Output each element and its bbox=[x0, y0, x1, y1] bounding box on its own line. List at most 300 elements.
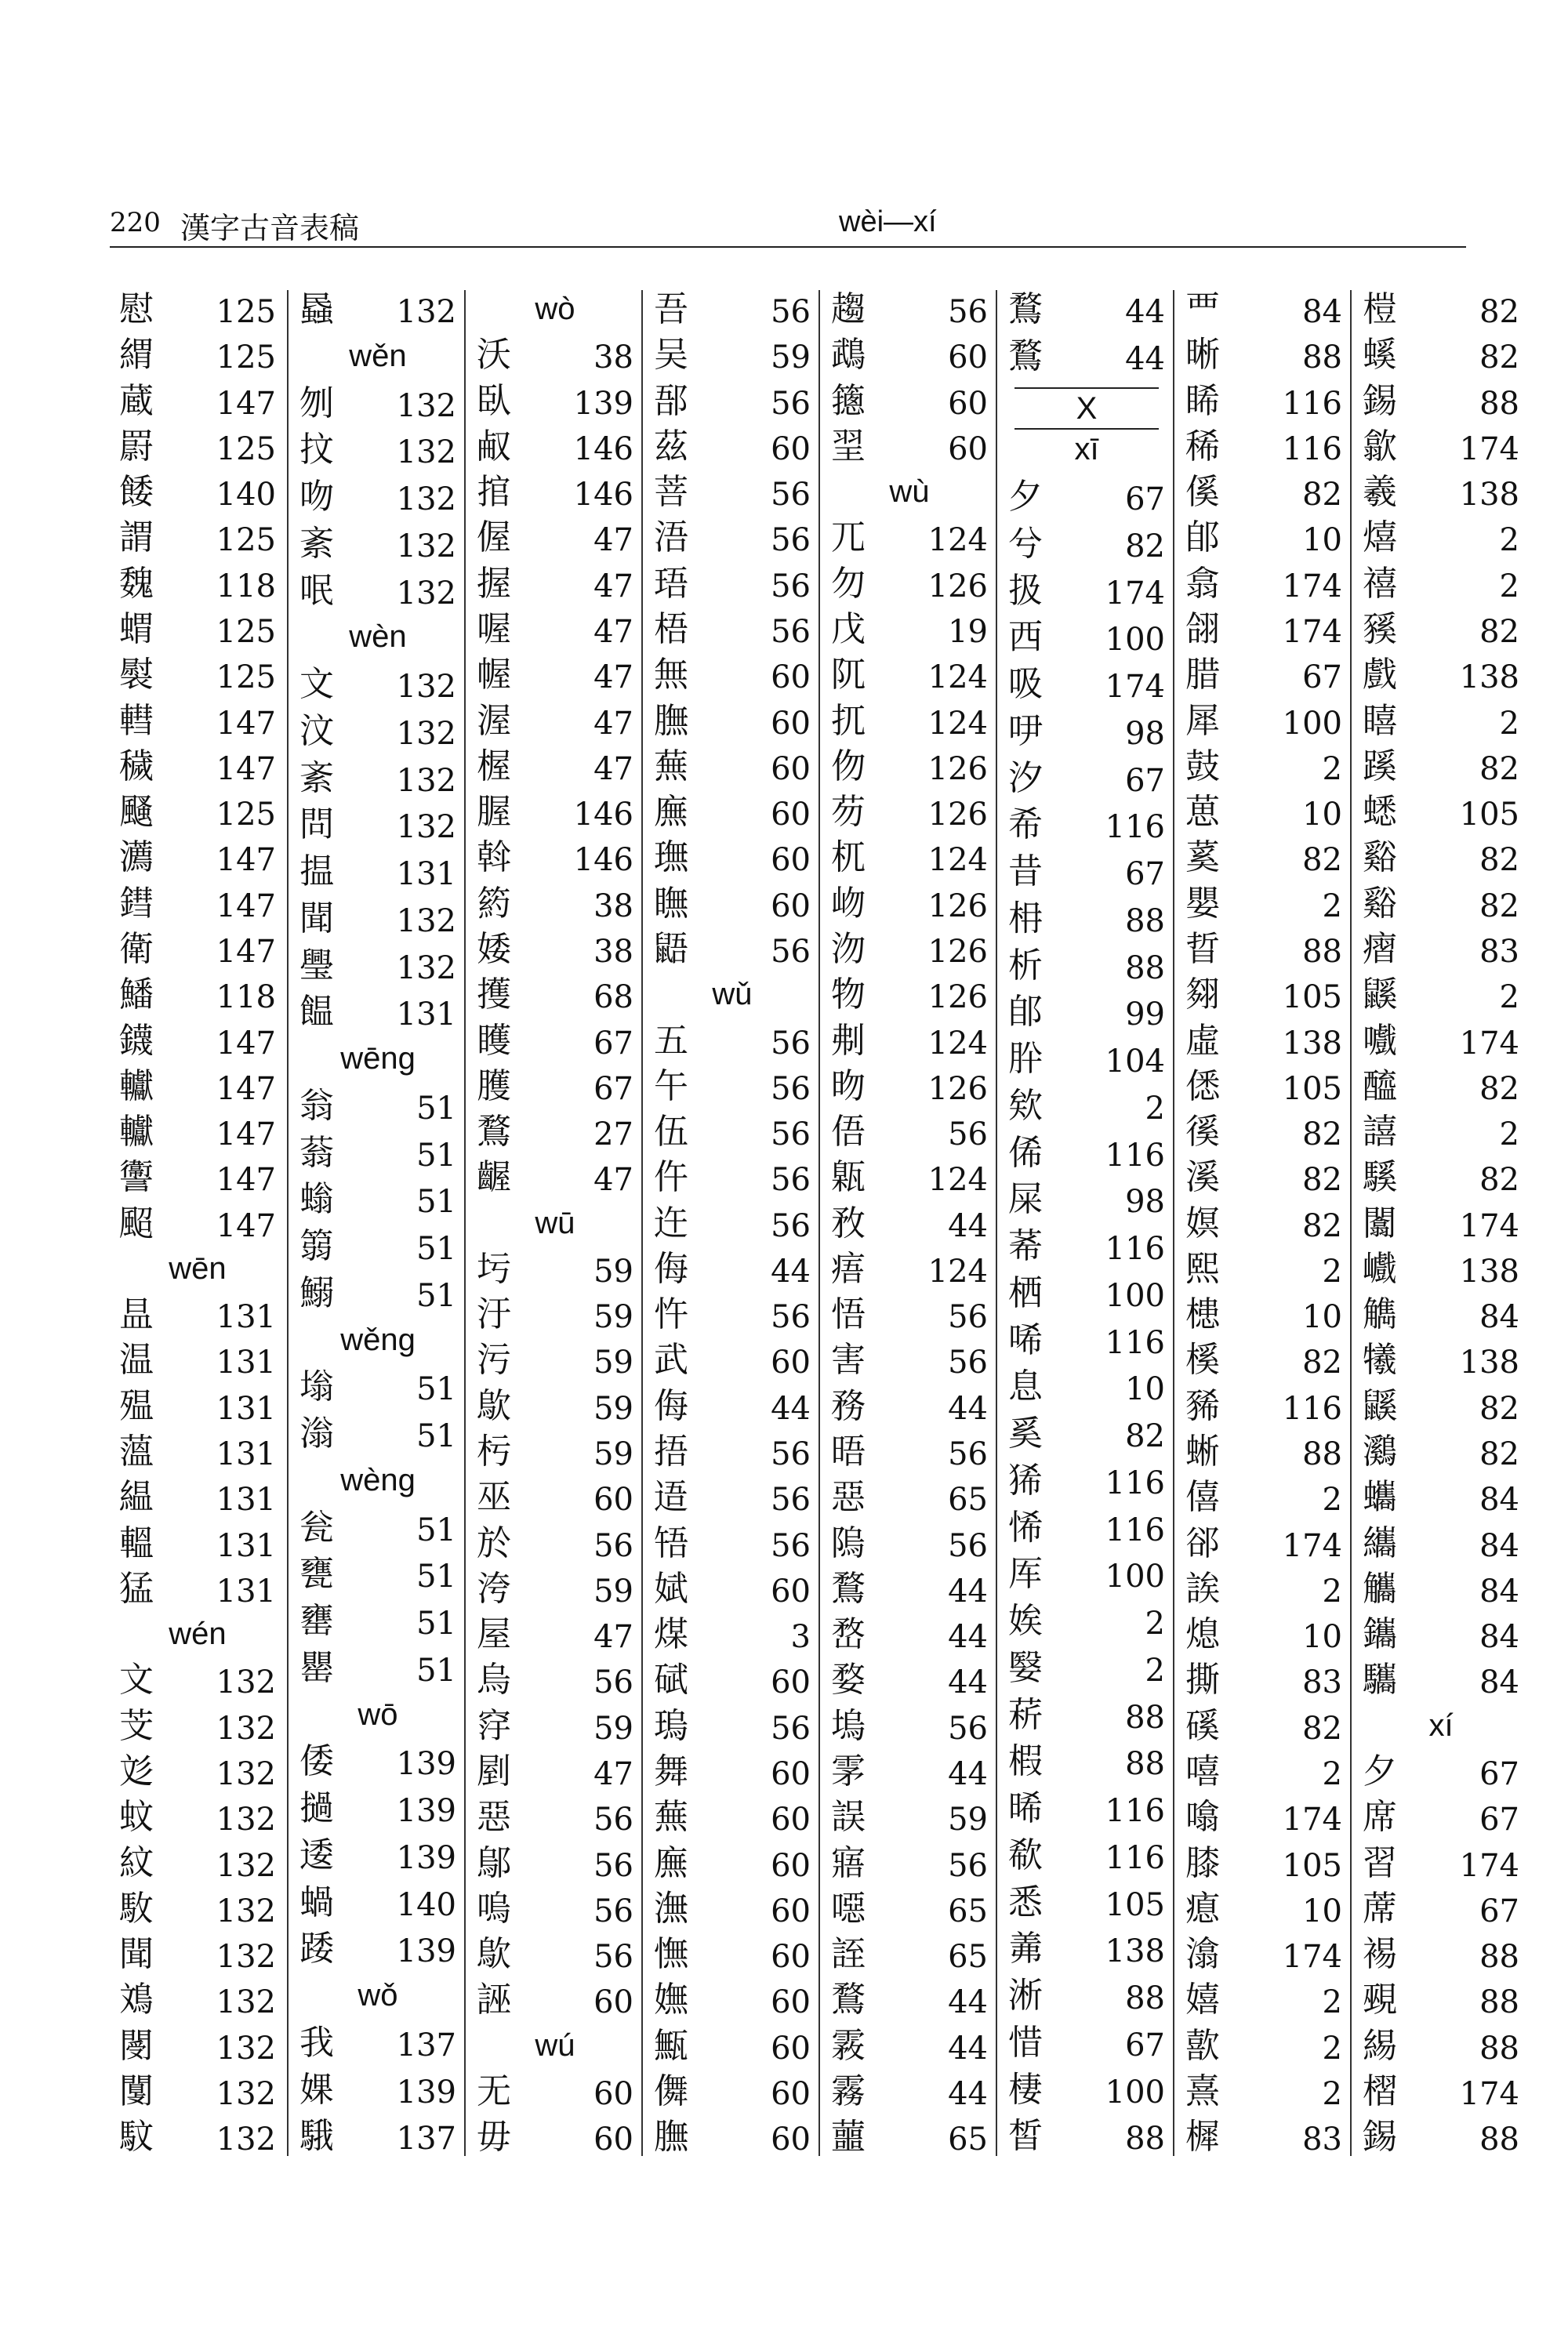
entry-group-number: 82 bbox=[1479, 613, 1519, 650]
index-entry bbox=[999, 1552, 1174, 1599]
index-entry bbox=[644, 1384, 820, 1429]
entry-group-number: 88 bbox=[1479, 1984, 1519, 2021]
entry-group-number: 132 bbox=[396, 669, 456, 705]
entry-group-number: 138 bbox=[1282, 1025, 1342, 1062]
entry-character: 刎 bbox=[299, 383, 334, 423]
entry-character: 戲 bbox=[1363, 655, 1397, 695]
index-entry bbox=[644, 744, 820, 789]
entry-group-number: 174 bbox=[1282, 1802, 1342, 1838]
entry-character: 紊 bbox=[299, 523, 334, 564]
index-entry bbox=[290, 802, 466, 849]
entry-group-number: 139 bbox=[396, 2074, 456, 2111]
entry-group-number: 116 bbox=[1105, 1324, 1165, 1361]
entry-group-number: 132 bbox=[216, 1664, 276, 1701]
index-entry bbox=[822, 1292, 997, 1338]
entry-character: 茲 bbox=[654, 426, 688, 466]
entry-character: 緼 bbox=[119, 1477, 154, 1518]
entry-group-number: 19 bbox=[948, 613, 988, 650]
entry-character: 蟁 bbox=[299, 289, 334, 329]
index-entry bbox=[110, 2114, 285, 2160]
entry-character: 悟 bbox=[831, 1294, 866, 1335]
index-entry bbox=[290, 1411, 466, 1458]
index-entry bbox=[822, 2114, 997, 2160]
pinyin-text: wǔ bbox=[712, 977, 753, 1012]
index-entry bbox=[1176, 1018, 1352, 1064]
entry-character: 娭 bbox=[1008, 1601, 1043, 1641]
entry-character: 伍 bbox=[654, 1112, 688, 1152]
index-entry bbox=[467, 927, 643, 972]
index-entry bbox=[1353, 1566, 1529, 1612]
index-entry bbox=[1353, 1749, 1529, 1795]
entry-group-number: 67 bbox=[1479, 1802, 1519, 1838]
entry-character: 斡 bbox=[477, 837, 511, 878]
index-entry bbox=[467, 332, 643, 378]
index-entry bbox=[644, 1977, 820, 2023]
index-entry bbox=[110, 1338, 285, 1383]
entry-group-number: 47 bbox=[593, 750, 633, 787]
entry-group-number: 2 bbox=[1322, 1984, 1342, 2021]
entry-group-number: 83 bbox=[1302, 1664, 1342, 1701]
index-entry bbox=[999, 287, 1174, 334]
index-entry bbox=[467, 470, 643, 515]
entry-character: 嫇 bbox=[1185, 1203, 1220, 1243]
entry-character: 吸 bbox=[1008, 664, 1043, 704]
entry-group-number: 47 bbox=[593, 705, 633, 742]
section-heading bbox=[999, 381, 1174, 428]
entry-character: 蟋 bbox=[1363, 792, 1397, 833]
index-entry bbox=[644, 1749, 820, 1795]
index-entry bbox=[1353, 789, 1529, 835]
entry-group-number: 147 bbox=[216, 385, 276, 422]
entry-group-number: 56 bbox=[948, 1345, 988, 1381]
entry-character: 婺 bbox=[831, 1660, 866, 1700]
index-entry bbox=[110, 1018, 285, 1064]
index-entry bbox=[1353, 561, 1529, 607]
entry-group-number: 38 bbox=[593, 339, 633, 376]
index-entry bbox=[1353, 927, 1529, 972]
index-entry bbox=[1176, 1155, 1352, 1200]
index-entry bbox=[1176, 1841, 1352, 1886]
entry-group-number: 51 bbox=[416, 1090, 456, 1127]
index-entry bbox=[110, 1292, 285, 1338]
entry-group-number: 67 bbox=[1125, 2027, 1165, 2063]
entry-character: 薀 bbox=[119, 1432, 154, 1472]
index-entry bbox=[467, 607, 643, 652]
index-entry bbox=[1176, 1977, 1352, 2023]
entry-character: 无 bbox=[477, 2071, 511, 2111]
entry-character: 饂 bbox=[299, 992, 334, 1033]
entry-group-number: 131 bbox=[216, 1573, 276, 1610]
entry-group-number: 126 bbox=[927, 568, 988, 604]
index-entry bbox=[644, 2114, 820, 2160]
index-entry bbox=[1353, 1018, 1529, 1064]
index-entry bbox=[467, 515, 643, 561]
index-entry bbox=[1176, 1932, 1352, 1977]
entry-character: 䡾 bbox=[119, 1065, 154, 1106]
index-entry bbox=[1176, 287, 1352, 332]
entry-character: 侮 bbox=[654, 1385, 688, 1426]
entry-group-number: 56 bbox=[593, 1847, 633, 1884]
entry-group-number: 59 bbox=[593, 1345, 633, 1381]
entry-character: 鶩 bbox=[477, 1112, 511, 1152]
entry-group-number: 124 bbox=[927, 1025, 988, 1062]
entry-character: 唏 bbox=[1008, 1319, 1043, 1360]
pinyin-text: wēn bbox=[169, 1250, 227, 1286]
entry-group-number: 139 bbox=[396, 1793, 456, 1829]
entry-group-number: 56 bbox=[948, 1527, 988, 1564]
entry-group-number: 174 bbox=[1282, 1527, 1342, 1564]
entry-group-number: 116 bbox=[1105, 1465, 1165, 1501]
index-entry bbox=[467, 972, 643, 1018]
entry-group-number: 56 bbox=[771, 568, 811, 604]
index-entry bbox=[999, 662, 1174, 709]
entry-group-number: 88 bbox=[1125, 1980, 1165, 2016]
entry-character: 息 bbox=[1008, 1367, 1043, 1407]
entry-character: 禧 bbox=[1363, 563, 1397, 604]
index-entry bbox=[110, 379, 285, 424]
entry-character: 蕪 bbox=[654, 1797, 688, 1838]
index-entry bbox=[999, 849, 1174, 896]
entry-character: 婐 bbox=[299, 2069, 334, 2110]
column-divider bbox=[1350, 290, 1352, 2156]
entry-group-number: 131 bbox=[216, 1299, 276, 1336]
page-number: 220 bbox=[110, 207, 161, 238]
index-entry bbox=[467, 744, 643, 789]
entry-character: 昒 bbox=[831, 1065, 866, 1106]
index-entry bbox=[290, 1739, 466, 1786]
entry-group-number: 138 bbox=[1459, 1345, 1519, 1381]
entry-character: 握 bbox=[477, 563, 511, 604]
entry-group-number: 27 bbox=[593, 1116, 633, 1153]
entry-character: 敄 bbox=[831, 1203, 866, 1243]
index-entry bbox=[290, 1926, 466, 1973]
entry-character: 穢 bbox=[119, 746, 154, 786]
entry-group-number: 174 bbox=[1282, 568, 1342, 604]
index-column bbox=[999, 287, 1174, 2161]
index-entry bbox=[1353, 424, 1529, 470]
entry-group-number: 60 bbox=[771, 1939, 811, 1976]
entry-character: 娬 bbox=[654, 1568, 688, 1609]
entry-group-number: 60 bbox=[593, 1984, 633, 2021]
entry-group-number: 82 bbox=[1479, 339, 1519, 376]
index-entry bbox=[999, 896, 1174, 943]
index-entry bbox=[999, 615, 1174, 662]
entry-group-number: 174 bbox=[1459, 430, 1519, 467]
entry-character: 希 bbox=[1008, 804, 1043, 845]
index-entry bbox=[822, 1612, 997, 1657]
entry-character: 吚 bbox=[1008, 710, 1043, 751]
index-entry bbox=[1176, 1064, 1352, 1109]
entry-group-number: 82 bbox=[1479, 1436, 1519, 1473]
entry-character: 譆 bbox=[1363, 1112, 1397, 1152]
entry-group-number: 147 bbox=[216, 842, 276, 879]
entry-character: 吴 bbox=[654, 335, 688, 376]
index-entry bbox=[1353, 1886, 1529, 1932]
entry-group-number: 146 bbox=[573, 430, 633, 467]
index-entry bbox=[110, 881, 285, 927]
entry-character: 温 bbox=[119, 1340, 154, 1381]
entry-character: 蕪 bbox=[654, 746, 688, 786]
entry-group-number: 2 bbox=[1322, 1573, 1342, 1610]
index-entry bbox=[290, 2114, 466, 2161]
pinyin-heading bbox=[467, 1201, 643, 1247]
column-divider bbox=[641, 290, 643, 2156]
entry-group-number: 2 bbox=[1322, 1756, 1342, 1792]
pinyin-text: xī bbox=[1074, 432, 1099, 467]
entry-group-number: 116 bbox=[1105, 1231, 1165, 1267]
pinyin-text: xí bbox=[1428, 1708, 1454, 1743]
entry-character: 鼷 bbox=[1363, 1385, 1397, 1426]
entry-character: 西 bbox=[1008, 617, 1043, 658]
entry-group-number: 147 bbox=[216, 1025, 276, 1062]
pinyin-text: wén bbox=[169, 1617, 227, 1652]
entry-character: 撕 bbox=[1185, 1660, 1220, 1700]
entry-character: 煤 bbox=[654, 1614, 688, 1655]
entry-group-number: 132 bbox=[216, 2030, 276, 2067]
entry-character: 槢 bbox=[1363, 2071, 1397, 2111]
index-entry bbox=[1353, 1932, 1529, 1977]
entry-character: 溪 bbox=[1185, 1157, 1220, 1198]
index-entry bbox=[1353, 607, 1529, 652]
entry-character: 撾 bbox=[299, 1788, 334, 1828]
index-entry bbox=[1176, 561, 1352, 607]
index-entry bbox=[999, 1177, 1174, 1224]
pinyin-range: wèi—xí bbox=[839, 205, 937, 238]
entry-character: 窏 bbox=[477, 1705, 511, 1746]
entry-character: 捾 bbox=[477, 472, 511, 513]
entry-group-number: 105 bbox=[1459, 797, 1519, 833]
entry-group-number: 132 bbox=[216, 1756, 276, 1792]
entry-character: 齷 bbox=[477, 1157, 511, 1198]
index-entry bbox=[290, 1177, 466, 1224]
entry-group-number: 146 bbox=[573, 797, 633, 833]
entry-group-number: 125 bbox=[216, 613, 276, 650]
index-entry bbox=[822, 1201, 997, 1247]
entry-character: 熹 bbox=[1185, 2071, 1220, 2111]
entry-character: 雺 bbox=[831, 1751, 866, 1791]
entry-group-number: 47 bbox=[593, 1756, 633, 1792]
entry-character: 烏 bbox=[477, 1660, 511, 1700]
entry-character: 餧 bbox=[119, 472, 154, 513]
entry-group-number: 132 bbox=[216, 2122, 276, 2158]
entry-character: 務 bbox=[831, 1385, 866, 1426]
index-entry bbox=[467, 1886, 643, 1932]
entry-character: 浯 bbox=[654, 517, 688, 558]
index-entry bbox=[644, 561, 820, 607]
entry-character: 嗚 bbox=[477, 1888, 511, 1929]
entry-group-number: 99 bbox=[1125, 996, 1165, 1033]
index-entry bbox=[644, 1155, 820, 1200]
pinyin-heading bbox=[644, 972, 820, 1018]
entry-group-number: 88 bbox=[1125, 1746, 1165, 1783]
entry-group-number: 44 bbox=[948, 1619, 988, 1656]
entry-group-number: 51 bbox=[416, 1512, 456, 1548]
entry-character: 文 bbox=[119, 1660, 154, 1700]
index-entry bbox=[822, 515, 997, 561]
index-entry bbox=[999, 568, 1174, 615]
entry-group-number: 56 bbox=[593, 1939, 633, 1976]
pinyin-text: wū bbox=[535, 1205, 575, 1240]
entry-character: 惡 bbox=[831, 1477, 866, 1518]
entry-character: 覡 bbox=[1363, 1980, 1397, 2020]
entry-character: 晤 bbox=[831, 1432, 866, 1472]
entry-character: 喔 bbox=[477, 608, 511, 649]
index-entry bbox=[1353, 972, 1529, 1018]
entry-group-number: 84 bbox=[1479, 1619, 1519, 1656]
entry-character: 趨 bbox=[831, 289, 866, 329]
entry-character: 沃 bbox=[477, 335, 511, 376]
entry-character: 瘜 bbox=[1185, 1888, 1220, 1929]
entry-character: 迕 bbox=[654, 1203, 688, 1243]
entry-group-number: 140 bbox=[396, 1886, 456, 1923]
index-entry bbox=[999, 2114, 1174, 2161]
index-entry bbox=[1353, 1292, 1529, 1338]
index-entry bbox=[822, 287, 997, 332]
index-entry bbox=[1176, 2069, 1352, 2114]
index-entry bbox=[290, 1646, 466, 1693]
index-entry bbox=[467, 789, 643, 835]
index-entry bbox=[1176, 1886, 1352, 1932]
entry-group-number: 132 bbox=[396, 715, 456, 752]
entry-group-number: 82 bbox=[1302, 477, 1342, 514]
entry-character: 鶩 bbox=[831, 1980, 866, 2020]
entry-group-number: 82 bbox=[1302, 1116, 1342, 1153]
entry-character: 鼓 bbox=[1185, 746, 1220, 786]
index-entry bbox=[822, 1704, 997, 1749]
entry-group-number: 56 bbox=[771, 1207, 811, 1244]
index-entry bbox=[999, 1458, 1174, 1505]
entry-group-number: 51 bbox=[416, 1559, 456, 1595]
entry-group-number: 118 bbox=[216, 568, 276, 604]
entry-character: 蝸 bbox=[299, 1882, 334, 1922]
index-entry bbox=[110, 1384, 285, 1429]
entry-character: 鳼 bbox=[119, 1980, 154, 2020]
entry-group-number: 2 bbox=[1322, 1482, 1342, 1519]
section-letter: X bbox=[1014, 387, 1159, 430]
entry-character: 巇 bbox=[1363, 1248, 1397, 1289]
index-entry bbox=[1353, 2069, 1529, 2114]
entry-group-number: 56 bbox=[948, 1299, 988, 1336]
entry-character: 馼 bbox=[119, 2117, 154, 2158]
entry-character: 悉 bbox=[1008, 1882, 1043, 1922]
entry-group-number: 60 bbox=[771, 1573, 811, 1610]
index-entry bbox=[290, 474, 466, 521]
entry-character: 腛 bbox=[477, 792, 511, 833]
pinyin-heading bbox=[290, 615, 466, 662]
entry-character: 螇 bbox=[1363, 335, 1397, 376]
entry-character: 嬰 bbox=[1185, 883, 1220, 924]
entry-group-number: 132 bbox=[396, 387, 456, 424]
entry-character: 物 bbox=[831, 975, 866, 1015]
pinyin-text: wèn bbox=[349, 619, 407, 655]
entry-group-number: 60 bbox=[771, 750, 811, 787]
index-entry bbox=[644, 1429, 820, 1475]
entry-character: 熄 bbox=[1185, 1614, 1220, 1655]
entry-group-number: 10 bbox=[1302, 522, 1342, 559]
pinyin-text: wèng bbox=[340, 1462, 416, 1497]
entry-character: 膝 bbox=[1185, 1842, 1220, 1883]
pinyin-heading bbox=[290, 1458, 466, 1505]
entry-group-number: 56 bbox=[771, 1436, 811, 1473]
entry-group-number: 60 bbox=[771, 1664, 811, 1701]
entry-character: 五 bbox=[654, 1020, 688, 1061]
entry-group-number: 10 bbox=[1302, 1619, 1342, 1656]
entry-group-number: 44 bbox=[948, 1756, 988, 1792]
entry-group-number: 2 bbox=[1145, 1090, 1165, 1127]
entry-group-number: 82 bbox=[1302, 1162, 1342, 1199]
entry-group-number: 116 bbox=[1105, 1512, 1165, 1548]
index-entry bbox=[1176, 1704, 1352, 1749]
entry-character: 刜 bbox=[831, 1020, 866, 1061]
index-entry bbox=[644, 1064, 820, 1109]
entry-group-number: 59 bbox=[593, 1573, 633, 1610]
entry-group-number: 104 bbox=[1105, 1044, 1165, 1080]
entry-group-number: 59 bbox=[593, 1299, 633, 1336]
entry-character: 霚 bbox=[831, 2025, 866, 2066]
index-entry bbox=[110, 1155, 285, 1200]
index-entry bbox=[110, 652, 285, 698]
entry-character: 歍 bbox=[477, 1934, 511, 1975]
entry-group-number: 60 bbox=[948, 385, 988, 422]
entry-character: 騱 bbox=[1363, 1157, 1397, 1198]
entry-character: 鼯 bbox=[654, 928, 688, 969]
index-entry bbox=[999, 1271, 1174, 1318]
entry-group-number: 125 bbox=[216, 430, 276, 467]
index-entry bbox=[999, 1786, 1174, 1833]
index-entry bbox=[822, 835, 997, 880]
entry-character: 稀 bbox=[1185, 426, 1220, 466]
index-entry bbox=[467, 1292, 643, 1338]
entry-group-number: 56 bbox=[771, 1116, 811, 1153]
entry-group-number: 82 bbox=[1302, 1207, 1342, 1244]
entry-group-number: 88 bbox=[1302, 1436, 1342, 1473]
entry-group-number: 44 bbox=[1125, 294, 1165, 330]
entry-group-number: 51 bbox=[416, 1137, 456, 1174]
index-entry bbox=[1353, 1247, 1529, 1292]
entry-character: 徯 bbox=[1185, 1112, 1220, 1152]
entry-character: 吻 bbox=[299, 477, 334, 517]
index-entry bbox=[290, 943, 466, 990]
entry-character: 鏏 bbox=[119, 883, 154, 924]
entry-character: 廡 bbox=[654, 1842, 688, 1883]
entry-group-number: 131 bbox=[216, 1482, 276, 1519]
entry-character: 罻 bbox=[119, 426, 154, 466]
index-entry bbox=[1176, 1566, 1352, 1612]
entry-character: 蓆 bbox=[1363, 1888, 1397, 1929]
entry-group-number: 56 bbox=[948, 1116, 988, 1153]
entry-group-number: 125 bbox=[216, 522, 276, 559]
entry-group-number: 137 bbox=[396, 2027, 456, 2063]
entry-group-number: 60 bbox=[771, 2075, 811, 2112]
entry-character: 戊 bbox=[831, 608, 866, 649]
entry-character: 瞦 bbox=[1363, 700, 1397, 741]
entry-character: 枏 bbox=[1008, 898, 1043, 938]
index-entry bbox=[1176, 1384, 1352, 1429]
entry-character: 夕 bbox=[1008, 477, 1043, 517]
entry-group-number: 174 bbox=[1459, 1207, 1519, 1244]
entry-character: 害 bbox=[831, 1340, 866, 1381]
entry-character: 鰯 bbox=[299, 1272, 334, 1313]
entry-character: 污 bbox=[477, 1340, 511, 1381]
index-entry bbox=[999, 1411, 1174, 1458]
entry-group-number: 105 bbox=[1282, 1070, 1342, 1107]
entry-character: 於 bbox=[477, 1523, 511, 1563]
index-entry bbox=[467, 1018, 643, 1064]
entry-character: 惡 bbox=[477, 1797, 511, 1838]
entry-group-number: 138 bbox=[1459, 1253, 1519, 1290]
entry-group-number: 38 bbox=[593, 933, 633, 970]
entry-character: 棲 bbox=[1008, 2069, 1043, 2110]
